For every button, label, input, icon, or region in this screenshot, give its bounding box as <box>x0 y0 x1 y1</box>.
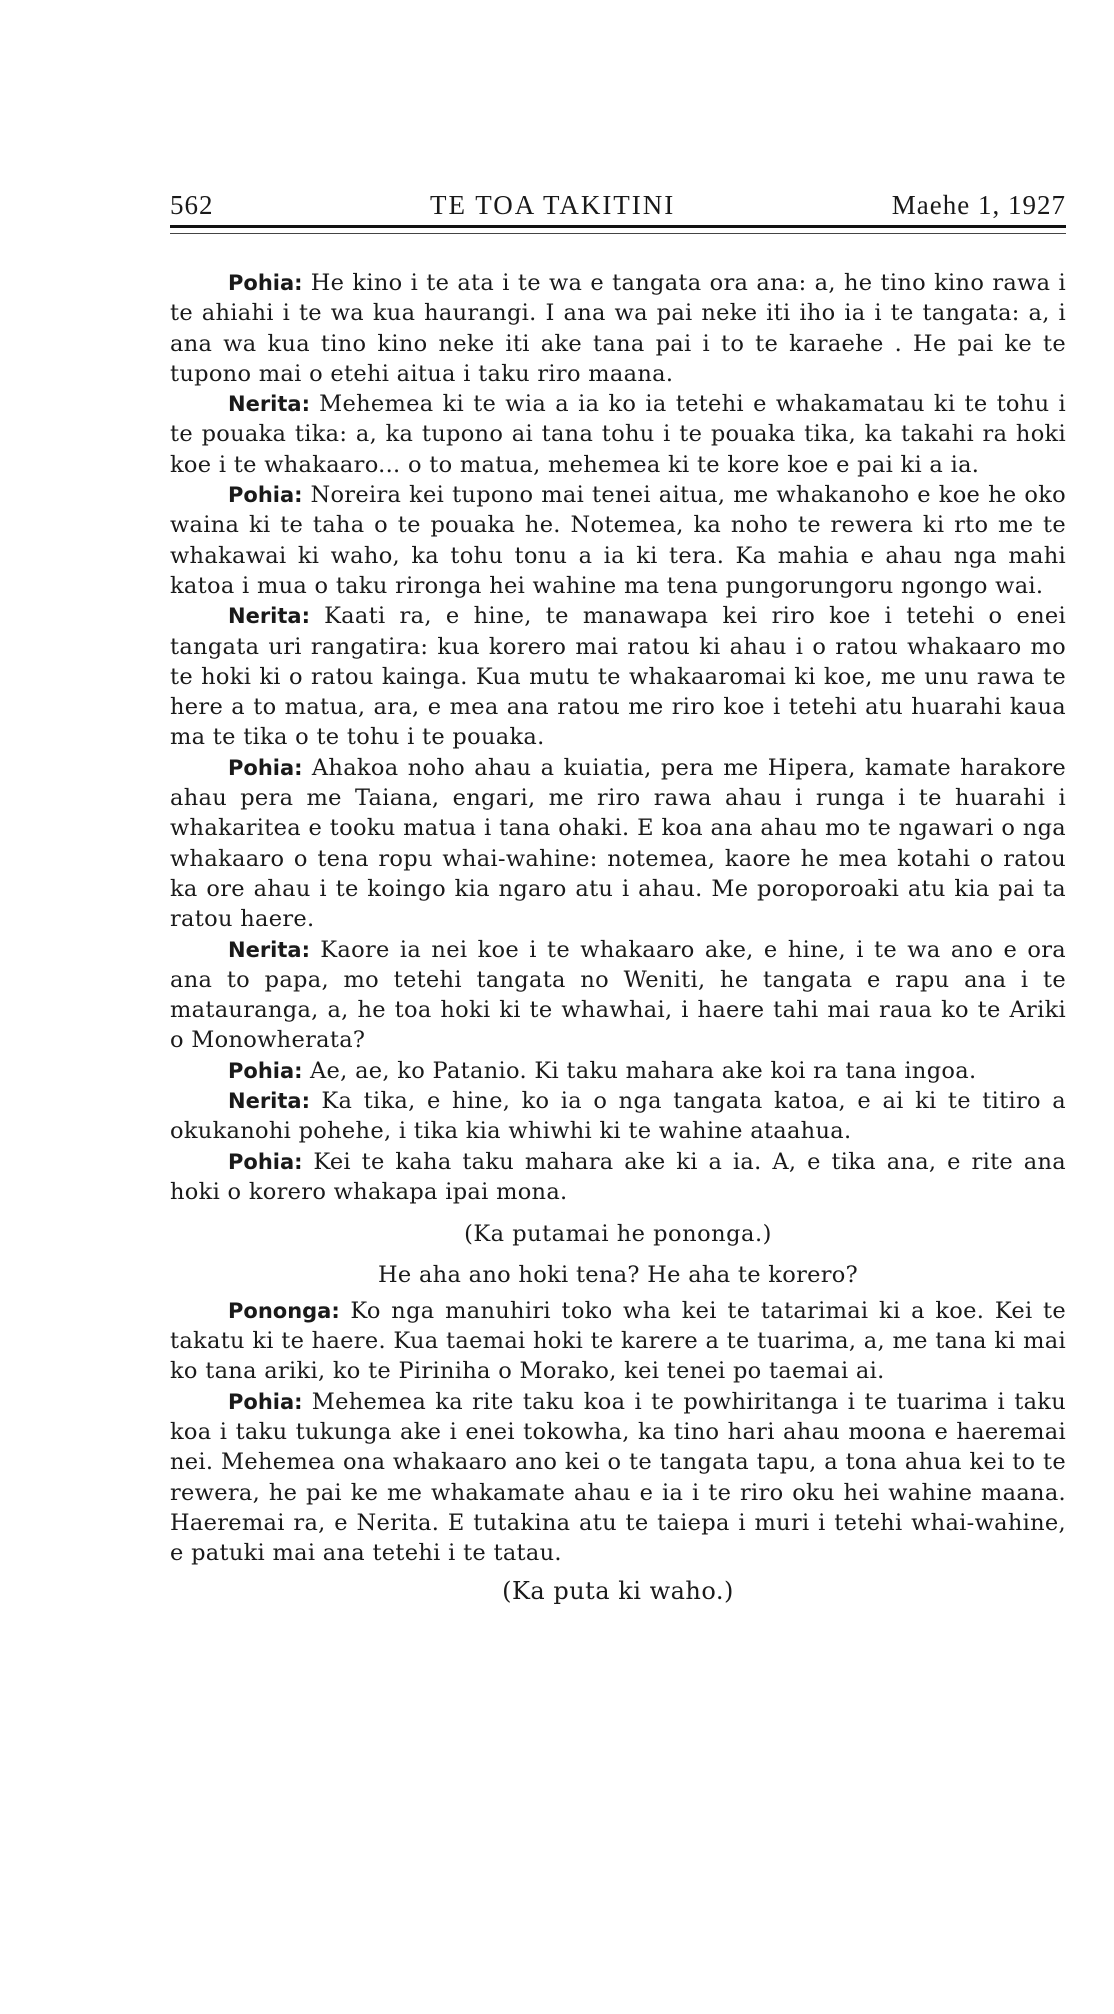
dialogue-paragraph <box>170 601 1066 752</box>
dialogue-text: Mehemea ki te wia a ia ko ia tetehi e whakamatau ki te tohu i te pouaka tika: a, ka tupono ai tana tohu i te pouaka tika, ka takahi ra hoki koe i te whakaaro... o to matua, mehemea ki te kore koe e pai ki a ia. <box>170 391 1067 478</box>
speaker-name: Pohia: <box>228 1149 303 1174</box>
dialogue-text: Kei te kaha taku mahara ake ki a ia. A, e tika ana, e rite ana hoki o korero whakapa ipai mona. <box>170 1148 1066 1205</box>
page-header <box>170 190 1066 225</box>
stage-direction: (Ka putamai he pononga.) <box>464 1221 772 1248</box>
centered-line: He aha ano hoki tena? He aha te korero? <box>377 1261 859 1288</box>
speaker-name: Nerita: <box>228 937 310 962</box>
speaker-name: Pohia: <box>228 271 303 295</box>
dialogue-text: Ka tika, e hine, ko ia o nga tangata katoa, e ai ki te titiro a okukanohi pohehe, i tika kia whiwhi ki te wahine ataahua. <box>170 1088 1066 1145</box>
dialogue-paragraph <box>170 1056 1066 1086</box>
speaker-name: Pohia: <box>228 1058 303 1083</box>
dialogue-paragraph <box>170 480 1066 601</box>
dialogue-text: He kino i te ata i te wa e tangata ora ana: a, he tino kino rawa i te ahiahi i te wa kua haurangi. I ana wa pai neke iti iho ia i te tangata: a, i ana wa kua tino kino neke iti ake tana pai i to te karaehe . He pai ke te tupono mai o etehi aitua i taku riro maana. <box>170 270 1067 387</box>
speaker-name: Nerita: <box>228 604 310 629</box>
dialogue-paragraph <box>170 935 1066 1056</box>
page-number: 562 <box>170 190 214 220</box>
stage-direction-exit: (Ka puta ki waho.) <box>502 1577 734 1606</box>
dialogue-paragraph <box>170 1086 1066 1147</box>
dialogue-body <box>170 268 1066 1607</box>
issue-date: Maehe 1, 1927 <box>891 190 1066 220</box>
dialogue-text: Ko nga manuhiri toko wha kei te tatarimai ki a koe. Kei te takatu ki te haere. Kua taemai hoki te karere a te tuarima, a, me tana ki mai ko tana ariki, ko te Piriniha o Morako, kei tenei po taemai ai. <box>170 1297 1066 1385</box>
speaker-name: Pohia: <box>228 483 303 508</box>
speaker-name: Pohia: <box>228 755 303 780</box>
header-rule <box>170 225 1066 234</box>
dialogue-text: Mehemea ka rite taku koa i te powhiritanga i te tuarima i taku koa i taku tukunga ake i enei tokowha, ka tino hari ahau moona e haeremai nei. Mehemea ona whakaaro ano kei o te tangata tapu, a tona ahua kei to te rewera, he pai ke me whakamate ahau e ia i te riro oku hei wahine maana. Haeremai ra, e Nerita. E tutakina atu te taiepa i muri i tetehi whai-wahine, e patuki mai ana tetehi i te tatau. <box>170 1388 1067 1567</box>
dialogue-paragraph <box>170 389 1066 480</box>
speaker-name: Nerita: <box>228 392 310 417</box>
dialogue-text: Kaati ra, e hine, te manawapa kei riro koe i tetehi o enei tangata uri rangatira: kua korero mai ratou ki ahau i o ratou whakaaro mo te hoki ki o ratou kainga. Kua mutu te whakaaromai ki koe, me unu rawa te here a to matua, ara, e mea ana ratou me riro koe i tetehi atu huarahi kaua ma te tika o te tohu i te pouaka. <box>170 603 1066 751</box>
dialogue-text: Noreira kei tupono mai tenei aitua, me whakanoho e koe he oko waina ki te taha o te pouaka he. Notemea, ka noho te rewera ki rto me te whakawai ki waho, ka tohu tonu a ia ki tera. Ka mahia e ahau nga mahi katoa i mua o taku rironga hei wahine ma tena pungorungoru ngongo wai. <box>170 482 1066 599</box>
dialogue-text: Kaore ia nei koe i te whakaaro ake, e hine, i te wa ano e ora ana to papa, mo tetehi tangata no Weniti, he tangata e rapu ana i te matauranga, a, he toa hoki ki te whawhai, i haere tahi mai raua ko te Ariki o Monowherata? <box>170 936 1067 1054</box>
publication-title: TE TOA TAKITINI <box>429 190 676 220</box>
dialogue-text: Ahakoa noho ahau a kuiatia, pera me Hipera, kamate harakore ahau pera me Taiana, engari, me riro rawa ahau i runga i te huarahi i whakaritea e tooku matua i tana ohaki. E koa ana ahau mo te ngawari o nga whakaaro o tena ropu whai-wahine: notemea, kaore he mea kotahi o ratou ka ore ahau i te koingo kia ngaro atu i ahau. Me poroporoaki atu kia pai ta ratou haere. <box>170 754 1067 933</box>
dialogue-paragraph <box>170 1147 1066 1208</box>
dialogue-paragraph <box>170 1387 1066 1569</box>
speaker-name: Pohia: <box>228 1389 303 1414</box>
dialogue-paragraph <box>170 753 1066 935</box>
dialogue-paragraph <box>170 268 1066 389</box>
speaker-name: Pononga: <box>228 1298 340 1323</box>
speaker-name: Nerita: <box>228 1089 310 1114</box>
dialogue-text: Ae, ae, ko Patanio. Ki taku mahara ake koi ra tana ingoa. <box>310 1057 977 1084</box>
dialogue-paragraph <box>170 1296 1066 1387</box>
